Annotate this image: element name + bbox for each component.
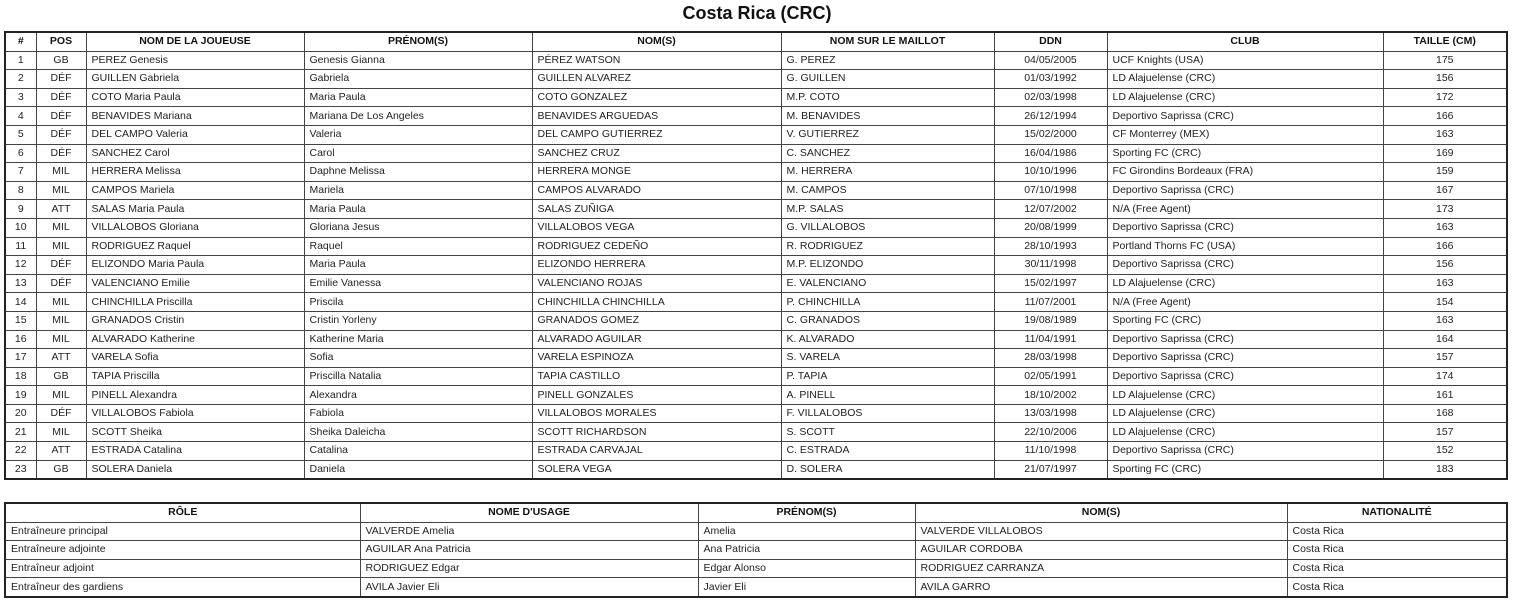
cell-player-name: ELIZONDO Maria Paula xyxy=(86,256,304,275)
cell-position: GB xyxy=(36,367,86,386)
cell-last-names: CHINCHILLA CHINCHILLA xyxy=(532,293,781,312)
cell-position: DÉF xyxy=(36,107,86,126)
cell-height: 161 xyxy=(1383,386,1507,405)
cell-birth-date: 01/03/1992 xyxy=(994,70,1107,89)
cell-first-names: Mariela xyxy=(304,181,532,200)
cell-position: DÉF xyxy=(36,144,86,163)
cell-player-name: PINELL Alexandra xyxy=(86,386,304,405)
cell-shirt-name: E. VALENCIANO xyxy=(781,274,994,293)
cell-player-name: ALVARADO Katherine xyxy=(86,330,304,349)
cell-first-names: Genesis Gianna xyxy=(304,51,532,70)
table-row xyxy=(5,311,1507,330)
cell-club: Deportivo Saprissa (CRC) xyxy=(1107,330,1383,349)
cell-shirt-name: C. ESTRADA xyxy=(781,442,994,461)
cell-first-names: Maria Paula xyxy=(304,256,532,275)
cell-position: DÉF xyxy=(36,256,86,275)
table-row xyxy=(5,460,1507,479)
cell-shirt-name: C. GRANADOS xyxy=(781,311,994,330)
cell-club: LD Alajuelense (CRC) xyxy=(1107,423,1383,442)
cell-role: Entraîneure adjointe xyxy=(5,541,360,560)
cell-birth-date: 15/02/2000 xyxy=(994,125,1107,144)
table-row xyxy=(5,559,1507,578)
cell-number: 16 xyxy=(5,330,36,349)
cell-shirt-name: P. CHINCHILLA xyxy=(781,293,994,312)
cell-last-names: HERRERA MONGE xyxy=(532,163,781,182)
cell-number: 19 xyxy=(5,386,36,405)
cell-club: N/A (Free Agent) xyxy=(1107,200,1383,219)
cell-first-names: Valeria xyxy=(304,125,532,144)
cell-player-name: GUILLEN Gabriela xyxy=(86,70,304,89)
cell-club: LD Alajuelense (CRC) xyxy=(1107,404,1383,423)
cell-player-name: GRANADOS Cristin xyxy=(86,311,304,330)
cell-last-names: GRANADOS GOMEZ xyxy=(532,311,781,330)
cell-birth-date: 11/04/1991 xyxy=(994,330,1107,349)
cell-usage-name: AVILA Javier Eli xyxy=(360,578,698,597)
cell-last-names: VALENCIANO ROJAS xyxy=(532,274,781,293)
cell-height: 172 xyxy=(1383,88,1507,107)
cell-club: Deportivo Saprissa (CRC) xyxy=(1107,442,1383,461)
cell-birth-date: 13/03/1998 xyxy=(994,404,1107,423)
cell-birth-date: 18/10/2002 xyxy=(994,386,1107,405)
cell-player-name: SANCHEZ Carol xyxy=(86,144,304,163)
cell-last-names: VILLALOBOS VEGA xyxy=(532,218,781,237)
cell-first-names: Amelia xyxy=(698,522,915,541)
cell-player-name: SOLERA Daniela xyxy=(86,460,304,479)
cell-player-name: VILLALOBOS Fabiola xyxy=(86,404,304,423)
players-header-player-name: NOM DE LA JOUEUSE xyxy=(86,32,304,51)
cell-role: Entraîneur adjoint xyxy=(5,559,360,578)
cell-player-name: VARELA Sofia xyxy=(86,349,304,368)
cell-player-name: RODRIGUEZ Raquel xyxy=(86,237,304,256)
cell-nationality: Costa Rica xyxy=(1287,578,1507,597)
staff-table xyxy=(4,502,1508,598)
staff-header-role: RÔLE xyxy=(5,503,360,522)
cell-last-names: ALVARADO AGUILAR xyxy=(532,330,781,349)
cell-last-names: VILLALOBOS MORALES xyxy=(532,404,781,423)
cell-player-name: SCOTT Sheika xyxy=(86,423,304,442)
cell-last-names: ELIZONDO HERRERA xyxy=(532,256,781,275)
cell-first-names: Edgar Alonso xyxy=(698,559,915,578)
cell-role: Entraîneure principal xyxy=(5,522,360,541)
cell-number: 3 xyxy=(5,88,36,107)
cell-first-names: Maria Paula xyxy=(304,88,532,107)
cell-club: Deportivo Saprissa (CRC) xyxy=(1107,107,1383,126)
cell-number: 10 xyxy=(5,218,36,237)
cell-number: 6 xyxy=(5,144,36,163)
cell-position: DÉF xyxy=(36,70,86,89)
table-row xyxy=(5,163,1507,182)
cell-shirt-name: G. GUILLEN xyxy=(781,70,994,89)
cell-number: 14 xyxy=(5,293,36,312)
table-row xyxy=(5,423,1507,442)
cell-birth-date: 22/10/2006 xyxy=(994,423,1107,442)
cell-last-names: TAPIA CASTILLO xyxy=(532,367,781,386)
cell-player-name: VALENCIANO Emilie xyxy=(86,274,304,293)
cell-shirt-name: G. PEREZ xyxy=(781,51,994,70)
cell-shirt-name: R. RODRIGUEZ xyxy=(781,237,994,256)
cell-position: MIL xyxy=(36,181,86,200)
cell-shirt-name: K. ALVARADO xyxy=(781,330,994,349)
cell-first-names: Priscila xyxy=(304,293,532,312)
cell-birth-date: 28/10/1993 xyxy=(994,237,1107,256)
players-header-shirt-name: NOM SUR LE MAILLOT xyxy=(781,32,994,51)
cell-birth-date: 10/10/1996 xyxy=(994,163,1107,182)
cell-club: Deportivo Saprissa (CRC) xyxy=(1107,181,1383,200)
cell-player-name: TAPIA Priscilla xyxy=(86,367,304,386)
players-header-first-names: PRÉNOM(S) xyxy=(304,32,532,51)
players-body xyxy=(5,51,1507,479)
cell-last-names: ESTRADA CARVAJAL xyxy=(532,442,781,461)
cell-last-names: PÉREZ WATSON xyxy=(532,51,781,70)
cell-shirt-name: V. GUTIERREZ xyxy=(781,125,994,144)
cell-number: 7 xyxy=(5,163,36,182)
cell-number: 9 xyxy=(5,200,36,219)
cell-height: 175 xyxy=(1383,51,1507,70)
cell-birth-date: 21/07/1997 xyxy=(994,460,1107,479)
cell-club: FC Girondins Bordeaux (FRA) xyxy=(1107,163,1383,182)
cell-number: 22 xyxy=(5,442,36,461)
page-title: Costa Rica (CRC) xyxy=(682,3,832,23)
cell-birth-date: 11/10/1998 xyxy=(994,442,1107,461)
cell-last-names: AVILA GARRO xyxy=(915,578,1287,597)
table-row xyxy=(5,200,1507,219)
cell-first-names: Catalina xyxy=(304,442,532,461)
cell-height: 168 xyxy=(1383,404,1507,423)
cell-height: 183 xyxy=(1383,460,1507,479)
staff-header-last-names: NOM(S) xyxy=(915,503,1287,522)
cell-role: Entraîneur des gardiens xyxy=(5,578,360,597)
cell-last-names: SOLERA VEGA xyxy=(532,460,781,479)
table-row xyxy=(5,367,1507,386)
cell-first-names: Javier Eli xyxy=(698,578,915,597)
cell-height: 166 xyxy=(1383,237,1507,256)
cell-number: 2 xyxy=(5,70,36,89)
cell-first-names: Daniela xyxy=(304,460,532,479)
cell-player-name: HERRERA Melissa xyxy=(86,163,304,182)
cell-usage-name: RODRIGUEZ Edgar xyxy=(360,559,698,578)
cell-number: 17 xyxy=(5,349,36,368)
cell-club: Sporting FC (CRC) xyxy=(1107,311,1383,330)
cell-position: MIL xyxy=(36,163,86,182)
cell-last-names: DEL CAMPO GUTIERREZ xyxy=(532,125,781,144)
cell-height: 157 xyxy=(1383,423,1507,442)
cell-position: MIL xyxy=(36,386,86,405)
cell-birth-date: 28/03/1998 xyxy=(994,349,1107,368)
cell-club: N/A (Free Agent) xyxy=(1107,293,1383,312)
cell-birth-date: 16/04/1986 xyxy=(994,144,1107,163)
table-row xyxy=(5,88,1507,107)
staff-body xyxy=(5,522,1507,597)
cell-birth-date: 11/07/2001 xyxy=(994,293,1107,312)
cell-club: CF Monterrey (MEX) xyxy=(1107,125,1383,144)
players-header-position: POS xyxy=(36,32,86,51)
cell-shirt-name: F. VILLALOBOS xyxy=(781,404,994,423)
cell-last-names: RODRIGUEZ CEDEÑO xyxy=(532,237,781,256)
cell-height: 169 xyxy=(1383,144,1507,163)
cell-position: GB xyxy=(36,51,86,70)
cell-number: 23 xyxy=(5,460,36,479)
cell-nationality: Costa Rica xyxy=(1287,522,1507,541)
cell-birth-date: 02/03/1998 xyxy=(994,88,1107,107)
table-row xyxy=(5,349,1507,368)
cell-last-names: GUILLEN ALVAREZ xyxy=(532,70,781,89)
cell-last-names: COTO GONZALEZ xyxy=(532,88,781,107)
staff-header-nationality: NATIONALITÉ xyxy=(1287,503,1507,522)
table-row xyxy=(5,125,1507,144)
cell-height: 152 xyxy=(1383,442,1507,461)
cell-number: 8 xyxy=(5,181,36,200)
cell-last-names: PINELL GONZALES xyxy=(532,386,781,405)
cell-club: Deportivo Saprissa (CRC) xyxy=(1107,256,1383,275)
cell-height: 163 xyxy=(1383,218,1507,237)
table-row xyxy=(5,107,1507,126)
players-header-row xyxy=(5,32,1507,51)
players-table xyxy=(4,31,1508,480)
cell-shirt-name: C. SANCHEZ xyxy=(781,144,994,163)
cell-height: 163 xyxy=(1383,311,1507,330)
cell-first-names: Sheika Daleicha xyxy=(304,423,532,442)
cell-last-names: VALVERDE VILLALOBOS xyxy=(915,522,1287,541)
cell-height: 166 xyxy=(1383,107,1507,126)
table-row xyxy=(5,442,1507,461)
cell-position: MIL xyxy=(36,218,86,237)
table-row xyxy=(5,541,1507,560)
cell-shirt-name: G. VILLALOBOS xyxy=(781,218,994,237)
cell-first-names: Cristin Yorleny xyxy=(304,311,532,330)
table-row xyxy=(5,522,1507,541)
cell-club: Deportivo Saprissa (CRC) xyxy=(1107,349,1383,368)
cell-last-names: SANCHEZ CRUZ xyxy=(532,144,781,163)
cell-last-names: BENAVIDES ARGUEDAS xyxy=(532,107,781,126)
cell-player-name: BENAVIDES Mariana xyxy=(86,107,304,126)
cell-shirt-name: M. HERRERA xyxy=(781,163,994,182)
cell-height: 163 xyxy=(1383,125,1507,144)
cell-position: ATT xyxy=(36,200,86,219)
players-header-club: CLUB xyxy=(1107,32,1383,51)
cell-position: ATT xyxy=(36,442,86,461)
cell-club: Sporting FC (CRC) xyxy=(1107,460,1383,479)
cell-number: 1 xyxy=(5,51,36,70)
staff-header-usage-name: NOME D'USAGE xyxy=(360,503,698,522)
cell-club: LD Alajuelense (CRC) xyxy=(1107,88,1383,107)
cell-last-names: CAMPOS ALVARADO xyxy=(532,181,781,200)
cell-number: 15 xyxy=(5,311,36,330)
cell-first-names: Daphne Melissa xyxy=(304,163,532,182)
cell-height: 167 xyxy=(1383,181,1507,200)
cell-first-names: Emilie Vanessa xyxy=(304,274,532,293)
cell-first-names: Gloriana Jesus xyxy=(304,218,532,237)
cell-first-names: Mariana De Los Angeles xyxy=(304,107,532,126)
cell-height: 163 xyxy=(1383,274,1507,293)
cell-first-names: Alexandra xyxy=(304,386,532,405)
cell-last-names: RODRIGUEZ CARRANZA xyxy=(915,559,1287,578)
cell-shirt-name: D. SOLERA xyxy=(781,460,994,479)
cell-shirt-name: M. BENAVIDES xyxy=(781,107,994,126)
cell-height: 174 xyxy=(1383,367,1507,386)
cell-player-name: CHINCHILLA Priscilla xyxy=(86,293,304,312)
cell-club: UCF Knights (USA) xyxy=(1107,51,1383,70)
cell-number: 5 xyxy=(5,125,36,144)
staff-header-first-names: PRÉNOM(S) xyxy=(698,503,915,522)
cell-position: MIL xyxy=(36,330,86,349)
table-row xyxy=(5,578,1507,597)
cell-club: Sporting FC (CRC) xyxy=(1107,144,1383,163)
cell-player-name: VILLALOBOS Gloriana xyxy=(86,218,304,237)
cell-height: 173 xyxy=(1383,200,1507,219)
cell-first-names: Priscilla Natalia xyxy=(304,367,532,386)
cell-birth-date: 12/07/2002 xyxy=(994,200,1107,219)
cell-position: DÉF xyxy=(36,125,86,144)
cell-height: 164 xyxy=(1383,330,1507,349)
cell-usage-name: VALVERDE Amelia xyxy=(360,522,698,541)
table-row xyxy=(5,274,1507,293)
table-row xyxy=(5,181,1507,200)
cell-position: MIL xyxy=(36,311,86,330)
cell-player-name: DEL CAMPO Valeria xyxy=(86,125,304,144)
cell-first-names: Fabiola xyxy=(304,404,532,423)
cell-number: 4 xyxy=(5,107,36,126)
cell-position: MIL xyxy=(36,423,86,442)
cell-height: 156 xyxy=(1383,70,1507,89)
cell-last-names: AGUILAR CORDOBA xyxy=(915,541,1287,560)
table-row xyxy=(5,51,1507,70)
cell-birth-date: 04/05/2005 xyxy=(994,51,1107,70)
cell-shirt-name: M.P. ELIZONDO xyxy=(781,256,994,275)
cell-birth-date: 19/08/1989 xyxy=(994,311,1107,330)
cell-first-names: Sofia xyxy=(304,349,532,368)
cell-first-names: Ana Patricia xyxy=(698,541,915,560)
cell-shirt-name: S. VARELA xyxy=(781,349,994,368)
cell-birth-date: 02/05/1991 xyxy=(994,367,1107,386)
cell-height: 159 xyxy=(1383,163,1507,182)
cell-player-name: SALAS Maria Paula xyxy=(86,200,304,219)
cell-first-names: Gabriela xyxy=(304,70,532,89)
cell-position: MIL xyxy=(36,293,86,312)
cell-shirt-name: A. PINELL xyxy=(781,386,994,405)
cell-shirt-name: P. TAPIA xyxy=(781,367,994,386)
cell-player-name: ESTRADA Catalina xyxy=(86,442,304,461)
staff-header-row xyxy=(5,503,1507,522)
cell-first-names: Maria Paula xyxy=(304,200,532,219)
cell-shirt-name: M. CAMPOS xyxy=(781,181,994,200)
cell-usage-name: AGUILAR Ana Patricia xyxy=(360,541,698,560)
cell-player-name: COTO Maria Paula xyxy=(86,88,304,107)
cell-position: DÉF xyxy=(36,404,86,423)
cell-height: 156 xyxy=(1383,256,1507,275)
table-row xyxy=(5,293,1507,312)
cell-birth-date: 26/12/1994 xyxy=(994,107,1107,126)
cell-club: LD Alajuelense (CRC) xyxy=(1107,274,1383,293)
cell-number: 18 xyxy=(5,367,36,386)
cell-number: 13 xyxy=(5,274,36,293)
cell-last-names: SALAS ZUÑIGA xyxy=(532,200,781,219)
cell-club: LD Alajuelense (CRC) xyxy=(1107,70,1383,89)
cell-last-names: VARELA ESPINOZA xyxy=(532,349,781,368)
cell-birth-date: 15/02/1997 xyxy=(994,274,1107,293)
cell-position: DÉF xyxy=(36,88,86,107)
cell-position: MIL xyxy=(36,237,86,256)
table-row xyxy=(5,237,1507,256)
cell-number: 20 xyxy=(5,404,36,423)
table-row xyxy=(5,256,1507,275)
cell-player-name: CAMPOS Mariela xyxy=(86,181,304,200)
cell-first-names: Katherine Maria xyxy=(304,330,532,349)
cell-nationality: Costa Rica xyxy=(1287,559,1507,578)
cell-shirt-name: S. SCOTT xyxy=(781,423,994,442)
cell-number: 12 xyxy=(5,256,36,275)
cell-shirt-name: M.P. COTO xyxy=(781,88,994,107)
table-row xyxy=(5,218,1507,237)
cell-birth-date: 07/10/1998 xyxy=(994,181,1107,200)
table-row xyxy=(5,70,1507,89)
players-header-number: # xyxy=(5,32,36,51)
table-row xyxy=(5,404,1507,423)
cell-position: GB xyxy=(36,460,86,479)
cell-club: Deportivo Saprissa (CRC) xyxy=(1107,367,1383,386)
players-header-height: TAILLE (CM) xyxy=(1383,32,1507,51)
cell-birth-date: 30/11/1998 xyxy=(994,256,1107,275)
cell-birth-date: 20/08/1999 xyxy=(994,218,1107,237)
table-row xyxy=(5,330,1507,349)
cell-player-name: PEREZ Genesis xyxy=(86,51,304,70)
cell-position: DÉF xyxy=(36,274,86,293)
cell-club: Portland Thorns FC (USA) xyxy=(1107,237,1383,256)
cell-club: LD Alajuelense (CRC) xyxy=(1107,386,1383,405)
players-header-birth-date: DDN xyxy=(994,32,1107,51)
cell-height: 154 xyxy=(1383,293,1507,312)
table-row xyxy=(5,386,1507,405)
cell-club: Deportivo Saprissa (CRC) xyxy=(1107,218,1383,237)
cell-shirt-name: M.P. SALAS xyxy=(781,200,994,219)
cell-height: 157 xyxy=(1383,349,1507,368)
cell-first-names: Carol xyxy=(304,144,532,163)
cell-nationality: Costa Rica xyxy=(1287,541,1507,560)
cell-first-names: Raquel xyxy=(304,237,532,256)
cell-last-names: SCOTT RICHARDSON xyxy=(532,423,781,442)
players-header-last-names: NOM(S) xyxy=(532,32,781,51)
cell-number: 11 xyxy=(5,237,36,256)
cell-position: ATT xyxy=(36,349,86,368)
table-row xyxy=(5,144,1507,163)
cell-number: 21 xyxy=(5,423,36,442)
